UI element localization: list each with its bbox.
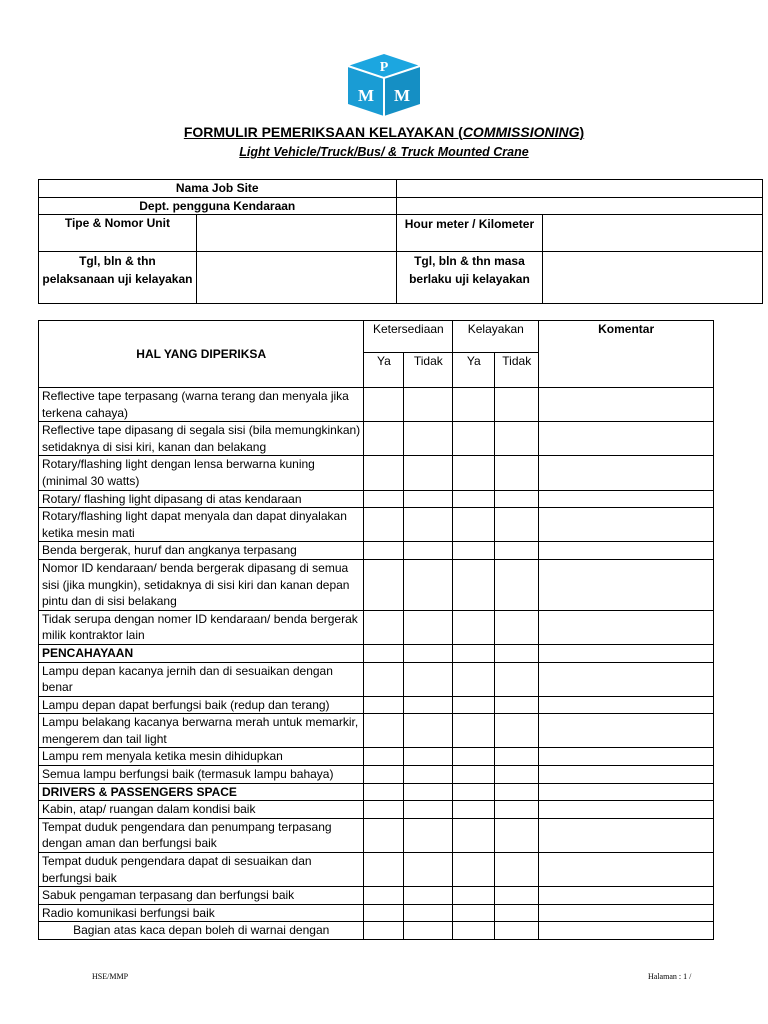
dept-label: Dept. pengguna Kendaraan	[39, 197, 397, 215]
job-site-label: Nama Job Site	[39, 180, 397, 198]
komentar-cell[interactable]	[539, 766, 714, 784]
header-tidak-kelayakan: Tidak	[495, 353, 539, 388]
checklist-item-label: Lampu rem menyala ketika mesin dihidupkan	[39, 748, 364, 766]
kelayakan-tidak-cell[interactable]	[495, 904, 539, 922]
page-subtitle: Light Vehicle/Truck/Bus/ & Truck Mounted Crane	[239, 145, 529, 159]
kelayakan-tidak-cell[interactable]	[495, 490, 539, 508]
table-row	[39, 422, 714, 456]
komentar-cell[interactable]	[539, 922, 714, 940]
header-ya-ketersediaan: Ya	[364, 353, 404, 388]
komentar-cell[interactable]	[539, 696, 714, 714]
title-italic: COMMISSIONING	[462, 124, 580, 140]
table-row	[39, 801, 714, 819]
ketersediaan-tidak-cell[interactable]	[404, 696, 453, 714]
kelayakan-tidak-cell[interactable]	[495, 922, 539, 940]
kelayakan-tidak-cell[interactable]	[495, 559, 539, 610]
checklist-item-label: Lampu depan dapat berfungsi baik (redup dan terang)	[39, 696, 364, 714]
kelayakan-ya-cell[interactable]	[453, 662, 495, 696]
kelayakan-ya-cell[interactable]	[453, 542, 495, 560]
dept-field[interactable]	[396, 197, 762, 215]
validity-date-field[interactable]	[543, 252, 763, 304]
kelayakan-ya-cell[interactable]	[453, 748, 495, 766]
checklist-item-label: Tempat duduk pengendara dan penumpang terpasang dengan aman dan berfungsi baik	[39, 818, 364, 852]
komentar-cell[interactable]	[539, 887, 714, 905]
table-row	[39, 696, 714, 714]
kelayakan-ya-cell[interactable]	[453, 801, 495, 819]
checklist-item-label: Semua lampu berfungsi baik (termasuk lampu bahaya)	[39, 766, 364, 784]
test-date-label: Tgl, bln & thn pelaksanaan uji kelayakan	[39, 252, 197, 304]
unit-field[interactable]	[196, 215, 396, 252]
header-item: HAL YANG DIPERIKSA	[39, 321, 364, 388]
table-row	[39, 783, 714, 801]
ketersediaan-ya-cell[interactable]	[364, 887, 404, 905]
ketersediaan-ya-cell[interactable]	[364, 783, 404, 801]
komentar-cell[interactable]	[539, 783, 714, 801]
kelayakan-ya-cell[interactable]	[453, 559, 495, 610]
komentar-cell[interactable]	[539, 818, 714, 852]
ketersediaan-tidak-cell[interactable]	[404, 422, 453, 456]
kelayakan-tidak-cell[interactable]	[495, 542, 539, 560]
ketersediaan-tidak-cell[interactable]	[404, 456, 453, 490]
ketersediaan-ya-cell[interactable]	[364, 818, 404, 852]
ketersediaan-tidak-cell[interactable]	[404, 783, 453, 801]
ketersediaan-ya-cell[interactable]	[364, 559, 404, 610]
ketersediaan-ya-cell[interactable]	[364, 490, 404, 508]
kelayakan-ya-cell[interactable]	[453, 388, 495, 422]
checklist-item-label: Radio komunikasi berfungsi baik	[39, 904, 364, 922]
kelayakan-ya-cell[interactable]	[453, 696, 495, 714]
table-row	[39, 922, 714, 940]
kelayakan-tidak-cell[interactable]	[495, 853, 539, 887]
table-row	[39, 456, 714, 490]
table-row	[39, 714, 714, 748]
test-date-field[interactable]	[196, 252, 396, 304]
checklist-item-label: Bagian atas kaca depan boleh di warnai dengan	[39, 922, 364, 940]
komentar-cell[interactable]	[539, 610, 714, 644]
page-title	[0, 124, 768, 140]
ketersediaan-tidak-cell[interactable]	[404, 766, 453, 784]
ketersediaan-tidak-cell[interactable]	[404, 388, 453, 422]
ketersediaan-ya-cell[interactable]	[364, 801, 404, 819]
table-row	[39, 766, 714, 784]
logo-letter-m-left: M	[357, 86, 375, 105]
ketersediaan-ya-cell[interactable]	[364, 456, 404, 490]
ketersediaan-ya-cell[interactable]	[364, 853, 404, 887]
kelayakan-tidak-cell[interactable]	[495, 456, 539, 490]
komentar-cell[interactable]	[539, 542, 714, 560]
ketersediaan-ya-cell[interactable]	[364, 422, 404, 456]
footer-code: HSE/MMP	[92, 972, 129, 981]
title-main: FORMULIR PEMERIKSAAN KELAYAKAN (	[183, 124, 463, 140]
info-table	[38, 179, 763, 304]
kelayakan-ya-cell[interactable]	[453, 887, 495, 905]
kelayakan-tidak-cell[interactable]	[495, 801, 539, 819]
table-row	[39, 610, 714, 644]
kelayakan-tidak-cell[interactable]	[495, 887, 539, 905]
kelayakan-tidak-cell[interactable]	[495, 696, 539, 714]
section-heading: PENCAHAYAAN	[39, 644, 364, 662]
kelayakan-tidak-cell[interactable]	[495, 388, 539, 422]
kelayakan-ya-cell[interactable]	[453, 508, 495, 542]
ketersediaan-ya-cell[interactable]	[364, 714, 404, 748]
hour-meter-label: Hour meter / Kilometer	[396, 215, 543, 252]
logo-letter-m-right: M	[393, 86, 411, 105]
kelayakan-tidak-cell[interactable]	[495, 748, 539, 766]
ketersediaan-tidak-cell[interactable]	[404, 542, 453, 560]
kelayakan-ya-cell[interactable]	[453, 818, 495, 852]
ketersediaan-tidak-cell[interactable]	[404, 714, 453, 748]
ketersediaan-tidak-cell[interactable]	[404, 662, 453, 696]
komentar-cell[interactable]	[539, 801, 714, 819]
kelayakan-ya-cell[interactable]	[453, 610, 495, 644]
checklist-item-label: Rotary/flashing light dengan lensa berwarna kuning (minimal 30 watts)	[39, 456, 364, 490]
ketersediaan-tidak-cell[interactable]	[404, 887, 453, 905]
komentar-cell[interactable]	[539, 422, 714, 456]
kelayakan-tidak-cell[interactable]	[495, 508, 539, 542]
ketersediaan-ya-cell[interactable]	[364, 662, 404, 696]
ketersediaan-ya-cell[interactable]	[364, 748, 404, 766]
checklist-item-label: Sabuk pengaman terpasang dan berfungsi baik	[39, 887, 364, 905]
kelayakan-tidak-cell[interactable]	[495, 610, 539, 644]
ketersediaan-tidak-cell[interactable]	[404, 904, 453, 922]
header-ya-kelayakan: Ya	[453, 353, 495, 388]
section-heading: DRIVERS & PASSENGERS SPACE	[39, 783, 364, 801]
pmm-logo	[346, 54, 422, 116]
kelayakan-tidak-cell[interactable]	[495, 818, 539, 852]
ketersediaan-tidak-cell[interactable]	[404, 748, 453, 766]
checklist-item-label: Benda bergerak, huruf dan angkanya terpasang	[39, 542, 364, 560]
table-row	[39, 662, 714, 696]
logo-letter-p: P	[379, 60, 389, 75]
title-close: )	[579, 124, 585, 140]
ketersediaan-ya-cell[interactable]	[364, 388, 404, 422]
header-ketersediaan: Ketersediaan	[364, 321, 453, 353]
kelayakan-ya-cell[interactable]	[453, 904, 495, 922]
kelayakan-tidak-cell[interactable]	[495, 662, 539, 696]
kelayakan-tidak-cell[interactable]	[495, 766, 539, 784]
ketersediaan-tidak-cell[interactable]	[404, 801, 453, 819]
komentar-cell[interactable]	[539, 853, 714, 887]
checklist-item-label: Nomor ID kendaraan/ benda bergerak dipasang di semua sisi (jika mungkin), setidaknya di sisi kiri dan kanan depan pintu dan di sisi belakang	[39, 559, 364, 610]
header-tidak-ketersediaan: Tidak	[404, 353, 453, 388]
table-row	[39, 748, 714, 766]
kelayakan-ya-cell[interactable]	[453, 714, 495, 748]
validity-date-label: Tgl, bln & thn masa berlaku uji kelayakan	[396, 252, 543, 304]
table-row	[39, 388, 714, 422]
ketersediaan-tidak-cell[interactable]	[404, 644, 453, 662]
header-kelayakan: Kelayakan	[453, 321, 539, 353]
komentar-cell[interactable]	[539, 662, 714, 696]
table-row	[39, 542, 714, 560]
komentar-cell[interactable]	[539, 644, 714, 662]
unit-label: Tipe & Nomor Unit	[39, 215, 197, 252]
checklist-item-label: Rotary/flashing light dapat menyala dan dapat dinyalakan ketika mesin mati	[39, 508, 364, 542]
kelayakan-tidak-cell[interactable]	[495, 783, 539, 801]
ketersediaan-tidak-cell[interactable]	[404, 922, 453, 940]
kelayakan-ya-cell[interactable]	[453, 490, 495, 508]
table-row	[39, 490, 714, 508]
checklist-item-label: Lampu depan kacanya jernih dan di sesuaikan dengan benar	[39, 662, 364, 696]
ketersediaan-ya-cell[interactable]	[364, 922, 404, 940]
checklist-item-label: Tempat duduk pengendara dapat di sesuaikan dan berfungsi baik	[39, 853, 364, 887]
footer-page: Halaman : 1 /	[648, 972, 692, 981]
komentar-cell[interactable]	[539, 508, 714, 542]
kelayakan-ya-cell[interactable]	[453, 922, 495, 940]
checklist-item-label: Kabin, atap/ ruangan dalam kondisi baik	[39, 801, 364, 819]
checklist-item-label: Lampu belakang kacanya berwarna merah untuk memarkir, mengerem dan tail light	[39, 714, 364, 748]
ketersediaan-tidak-cell[interactable]	[404, 490, 453, 508]
kelayakan-tidak-cell[interactable]	[495, 644, 539, 662]
ketersediaan-tidak-cell[interactable]	[404, 508, 453, 542]
ketersediaan-tidak-cell[interactable]	[404, 610, 453, 644]
kelayakan-tidak-cell[interactable]	[495, 714, 539, 748]
komentar-cell[interactable]	[539, 559, 714, 610]
komentar-cell[interactable]	[539, 388, 714, 422]
komentar-cell[interactable]	[539, 714, 714, 748]
ketersediaan-tidak-cell[interactable]	[404, 818, 453, 852]
job-site-field[interactable]	[396, 180, 762, 198]
table-row	[39, 887, 714, 905]
kelayakan-ya-cell[interactable]	[453, 422, 495, 456]
checklist-item-label: Rotary/ flashing light dipasang di atas kendaraan	[39, 490, 364, 508]
ketersediaan-tidak-cell[interactable]	[404, 853, 453, 887]
ketersediaan-ya-cell[interactable]	[364, 644, 404, 662]
table-row	[39, 853, 714, 887]
komentar-cell[interactable]	[539, 490, 714, 508]
kelayakan-ya-cell[interactable]	[453, 644, 495, 662]
table-row	[39, 644, 714, 662]
kelayakan-ya-cell[interactable]	[453, 456, 495, 490]
komentar-cell[interactable]	[539, 748, 714, 766]
table-row	[39, 904, 714, 922]
checklist-item-label: Reflective tape terpasang (warna terang dan menyala jika terkena cahaya)	[39, 388, 364, 422]
table-row	[39, 818, 714, 852]
header-komentar: Komentar	[539, 321, 714, 388]
kelayakan-tidak-cell[interactable]	[495, 422, 539, 456]
ketersediaan-ya-cell[interactable]	[364, 610, 404, 644]
ketersediaan-ya-cell[interactable]	[364, 696, 404, 714]
table-row	[39, 559, 714, 610]
checklist-item-label: Reflective tape dipasang di segala sisi (bila memungkinkan) setidaknya di sisi kiri, kanan dan belakang	[39, 422, 364, 456]
checklist-item-label: Tidak serupa dengan nomer ID kendaraan/ benda bergerak milik kontraktor lain	[39, 610, 364, 644]
komentar-cell[interactable]	[539, 456, 714, 490]
table-row	[39, 508, 714, 542]
ketersediaan-ya-cell[interactable]	[364, 542, 404, 560]
komentar-cell[interactable]	[539, 904, 714, 922]
kelayakan-ya-cell[interactable]	[453, 853, 495, 887]
checklist-table	[38, 320, 714, 940]
ketersediaan-ya-cell[interactable]	[364, 904, 404, 922]
kelayakan-ya-cell[interactable]	[453, 766, 495, 784]
ketersediaan-tidak-cell[interactable]	[404, 559, 453, 610]
hour-meter-field[interactable]	[543, 215, 763, 252]
ketersediaan-ya-cell[interactable]	[364, 766, 404, 784]
kelayakan-ya-cell[interactable]	[453, 783, 495, 801]
ketersediaan-ya-cell[interactable]	[364, 508, 404, 542]
